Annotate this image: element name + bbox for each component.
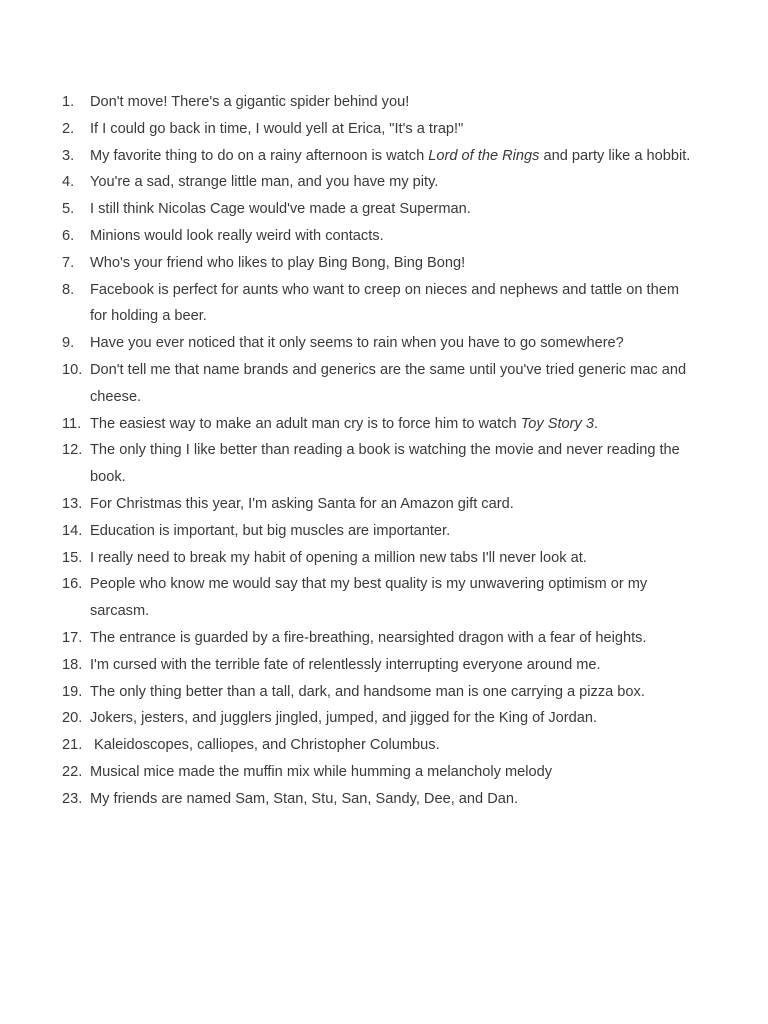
item-text: Jokers, jesters, and jugglers jingled, jumped, and jigged for the King of Jordan.: [90, 710, 598, 727]
item-number: 13.: [62, 495, 83, 512]
list-item: [62, 518, 692, 545]
item-text: You're a sad, strange little man, and you have my pity.: [90, 174, 439, 191]
item-text: [90, 411, 692, 438]
item-number: 18.: [62, 656, 83, 673]
item-text: Kaleidoscopes, calliopes, and Christopher Columbus.: [90, 737, 440, 754]
item-number: 19.: [62, 683, 83, 700]
item-text: People who know me would say that my best quality is my unwavering optimism or my sarcasm.: [90, 576, 648, 620]
list-item: [62, 437, 692, 491]
list-item: [62, 223, 692, 250]
item-text: The only thing I like better than reading a book is watching the movie and never reading the book.: [90, 442, 680, 486]
item-number: 15.: [62, 549, 83, 566]
list-item: [62, 169, 692, 196]
item-text: Don't move! There's a gigantic spider behind you!: [90, 94, 410, 110]
item-text: Who's your friend who likes to play Bing Bong, Bing Bong!: [90, 254, 466, 271]
item-number: 2.: [62, 120, 75, 137]
item-number: 1.: [62, 94, 75, 110]
item-number: 3.: [62, 147, 75, 164]
list-item: [62, 143, 692, 170]
item-number: 9.: [62, 335, 75, 352]
list-item: [62, 705, 692, 732]
list-item: [62, 411, 692, 438]
item-text: Facebook is perfect for aunts who want to creep on nieces and nephews and tattle on them for holding a beer.: [90, 281, 679, 325]
item-number: 21.: [62, 737, 83, 754]
item-text: I still think Nicolas Cage would've made a great Superman.: [90, 201, 471, 218]
list-item: [62, 116, 692, 143]
item-number: 7.: [62, 254, 75, 271]
list-item: [62, 277, 692, 331]
item-number: 22.: [62, 763, 83, 780]
item-number: 5.: [62, 201, 75, 218]
item-text-pre: My favorite thing to do on a rainy afternoon is watch: [90, 147, 429, 164]
list-item: [62, 250, 692, 277]
sentence-list: [62, 89, 692, 813]
item-number: 20.: [62, 710, 83, 727]
item-number: 12.: [62, 442, 83, 459]
item-text: Minions would look really weird with contacts.: [90, 227, 384, 244]
list-item: [62, 196, 692, 223]
list-item: [62, 545, 692, 572]
item-text-pre: The easiest way to make an adult man cry is to force him to watch: [90, 415, 521, 432]
item-text: For Christmas this year, I'm asking Santa for an Amazon gift card.: [90, 495, 514, 512]
item-text: The only thing better than a tall, dark, and handsome man is one carrying a pizza box.: [90, 683, 645, 700]
item-number: 4.: [62, 174, 75, 191]
item-number: 14.: [62, 522, 83, 539]
item-text-post: and party like a hobbit.: [539, 147, 691, 164]
item-text: If I could go back in time, I would yell at Erica, "It's a trap!": [90, 120, 464, 137]
list-item: [62, 732, 692, 759]
item-number: 10.: [62, 361, 83, 378]
item-text: Don't tell me that name brands and generics are the same until you've tried generic mac and cheese.: [90, 361, 687, 405]
list-item: [62, 786, 692, 813]
item-number: 8.: [62, 281, 75, 298]
list-item: [62, 491, 692, 518]
item-text-post: .: [593, 415, 599, 432]
item-text: My friends are named Sam, Stan, Stu, San, Sandy, Dee, and Dan.: [90, 790, 519, 807]
list-item: [62, 330, 692, 357]
item-number: 16.: [62, 576, 83, 593]
item-number: 17.: [62, 629, 83, 646]
list-item: [62, 679, 692, 706]
list-item: [62, 89, 692, 116]
item-number: 6.: [62, 227, 75, 244]
item-text: [90, 143, 692, 170]
item-text-title: Toy Story 3: [520, 415, 594, 432]
list-item: [62, 652, 692, 679]
item-text: I'm cursed with the terrible fate of relentlessly interrupting everyone around me.: [90, 656, 601, 673]
list-item: [62, 357, 692, 411]
item-text-title: Lord of the Rings: [428, 147, 540, 164]
list-item: [62, 571, 692, 625]
item-text: Education is important, but big muscles are importanter.: [90, 522, 451, 539]
item-text: The entrance is guarded by a fire-breathing, nearsighted dragon with a fear of heights.: [90, 629, 647, 646]
item-text: Have you ever noticed that it only seems to rain when you have to go somewhere?: [90, 335, 624, 352]
list-item: [62, 625, 692, 652]
item-text: I really need to break my habit of opening a million new tabs I'll never look at.: [90, 549, 587, 566]
item-number: 11.: [62, 415, 82, 432]
item-text: Musical mice made the muffin mix while humming a melancholy melody: [90, 763, 553, 780]
list-item: [62, 759, 692, 786]
item-number: 23.: [62, 790, 83, 807]
